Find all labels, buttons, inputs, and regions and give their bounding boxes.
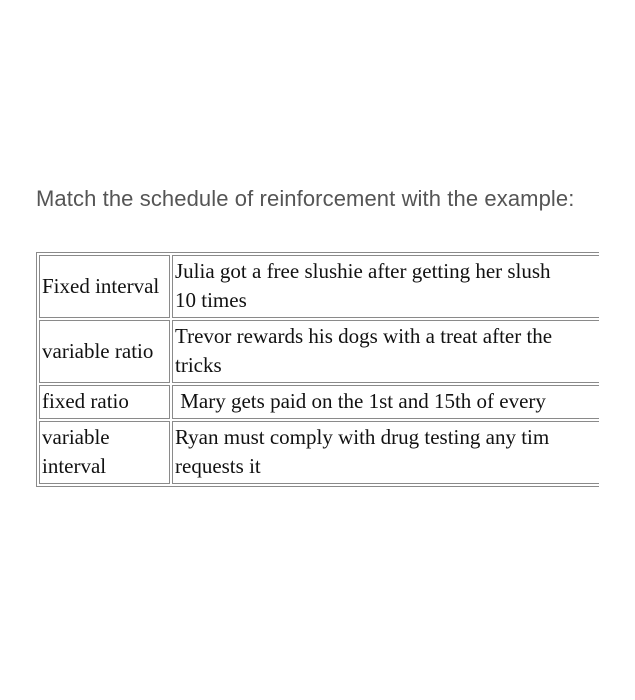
schedule-cell: variable ratio (39, 320, 170, 383)
table-row (39, 421, 599, 484)
example-text-line: requests it (175, 454, 261, 478)
example-cell (172, 320, 599, 383)
example-text-line: Mary gets paid on the 1st and 15th of every (175, 389, 546, 413)
table-row (39, 255, 599, 318)
schedule-cell: Fixed interval (39, 255, 170, 318)
example-text-line: tricks (175, 353, 222, 377)
match-table-container (36, 252, 599, 487)
example-text-line: Ryan must comply with drug testing any tim (175, 425, 550, 449)
schedule-cell: fixed ratio (39, 385, 170, 419)
table-row (39, 320, 599, 383)
schedule-cell: variable interval (39, 421, 170, 484)
example-text-line: 10 times (175, 288, 247, 312)
example-cell (172, 255, 599, 318)
example-cell (172, 385, 599, 419)
example-cell (172, 421, 599, 484)
table-row (39, 385, 599, 419)
question-text: Match the schedule of reinforcement with the example: (36, 186, 575, 211)
example-text-line: Trevor rewards his dogs with a treat after the (175, 324, 553, 348)
example-text-line: Julia got a free slushie after getting her slush (175, 259, 551, 283)
match-table (36, 252, 599, 487)
